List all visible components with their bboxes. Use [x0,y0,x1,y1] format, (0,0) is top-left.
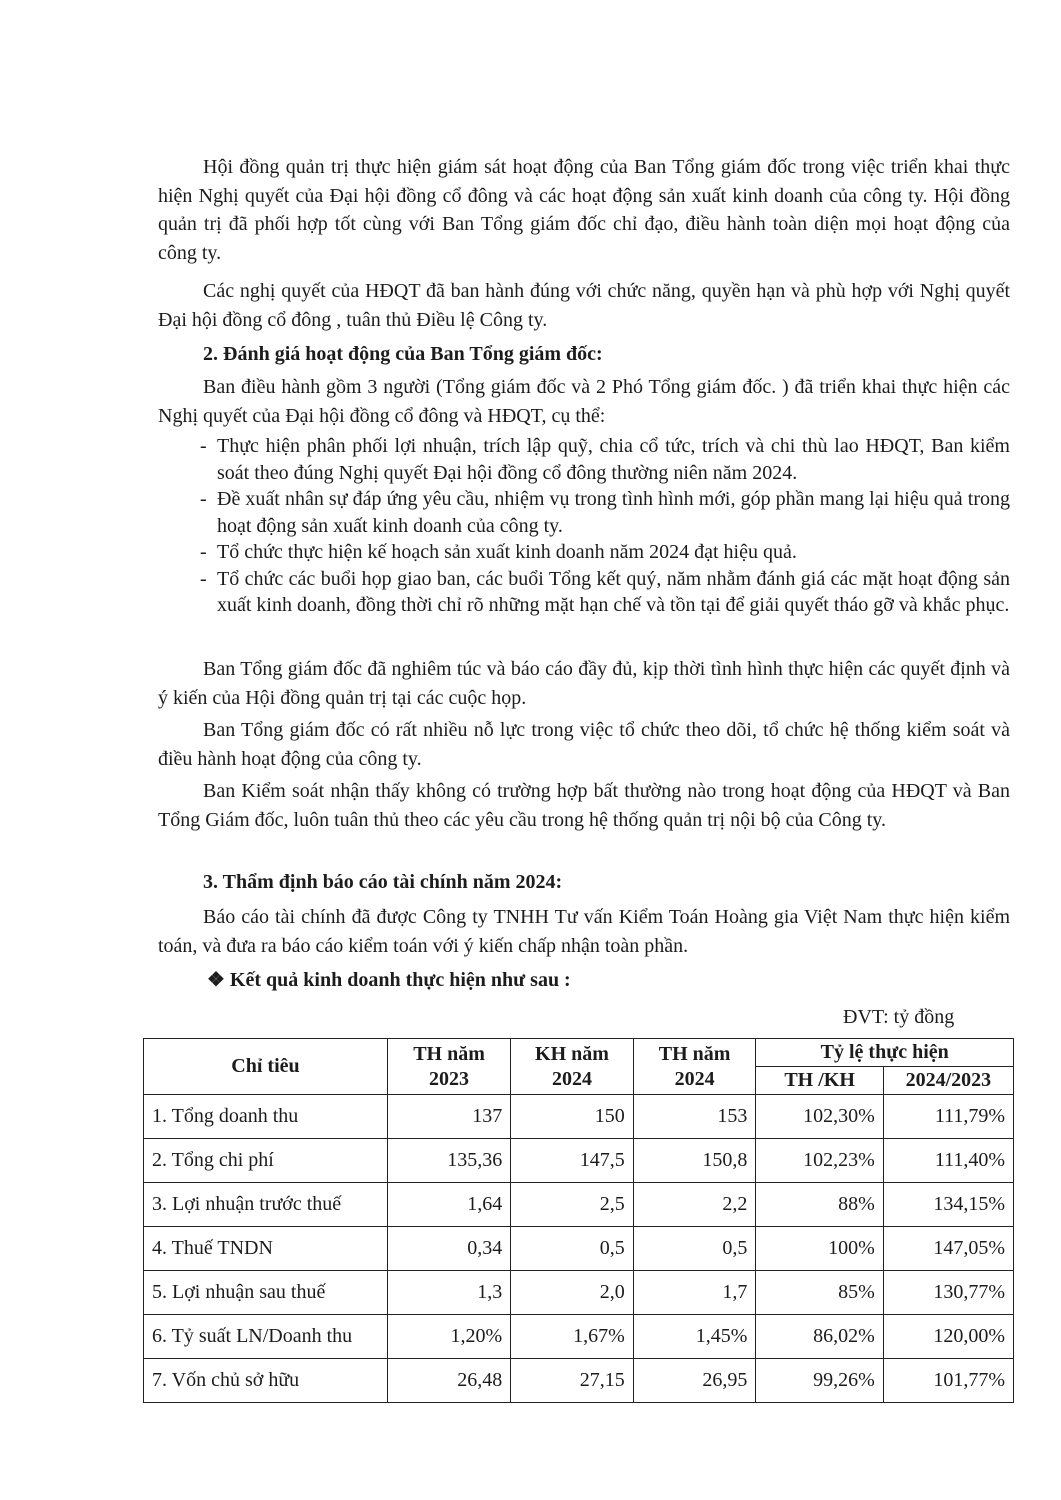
section-2-heading: 2. Đánh giá hoạt động của Ban Tổng giám đốc: [203,343,603,365]
executive-tasks-list [200,433,1010,619]
cell-yoy: 147,05% [883,1227,1013,1271]
cell-kh2024: 150 [511,1095,634,1139]
row-label: 3. Lợi nhuận trước thuế [144,1183,388,1227]
cell-kh2024: 2,0 [511,1271,634,1315]
table-row [144,1183,1014,1227]
cell-yoy: 111,40% [883,1139,1013,1183]
cell-yoy: 101,77% [883,1359,1013,1403]
paragraph-executive-board: Ban điều hành gồm 3 người (Tổng giám đốc và 2 Phó Tổng giám đốc. ) đã triển khai thực hiện các Nghị quyết của Đại hội đồng cổ đông và HĐQT, cụ thể: [158,376,1010,427]
table-row [144,1359,1014,1403]
cell-th2024: 150,8 [633,1139,756,1183]
header-th-kh: TH /KH [756,1067,883,1095]
cell-thkh: 100% [756,1227,883,1271]
results-heading: ❖ Kết quả kinh doanh thực hiện như sau : [207,969,571,991]
cell-th2023: 0,34 [387,1227,510,1271]
table-row [144,1227,1014,1271]
header-ty-le: Tỷ lệ thực hiện [756,1039,1014,1067]
list-item: - Tổ chức thực hiện kế hoạch sản xuất kinh doanh năm 2024 đạt hiệu quả. [200,541,797,563]
row-label: 5. Lợi nhuận sau thuế [144,1271,388,1315]
header-2024-2023: 2024/2023 [883,1067,1013,1095]
cell-kh2024: 147,5 [511,1139,634,1183]
paragraph-reporting: Ban Tổng giám đốc đã nghiêm túc và báo cáo đầy đủ, kịp thời tình hình thực hiện các quyết định và ý kiến của Hội đồng quản trị tại các cuộc họp. [158,658,1010,709]
row-label: 4. Thuế TNDN [144,1227,388,1271]
cell-th2023: 137 [387,1095,510,1139]
cell-yoy: 134,15% [883,1183,1013,1227]
row-label: 7. Vốn chủ sở hữu [144,1359,388,1403]
table-row [144,1271,1014,1315]
row-label: 6. Tỷ suất LN/Doanh thu [144,1315,388,1359]
header-chi-tieu: Chỉ tiêu [144,1039,388,1095]
paragraph-efforts: Ban Tổng giám đốc có rất nhiều nỗ lực trong việc tổ chức theo dõi, tổ chức hệ thống kiểm soát và điều hành hoạt động của công ty. [158,719,1010,770]
header-th-2023: TH năm 2023 [387,1039,510,1095]
section-3-heading: 3. Thẩm định báo cáo tài chính năm 2024: [203,871,563,893]
cell-th2024: 0,5 [633,1227,756,1271]
business-results-table [143,1038,1014,1403]
cell-th2024: 1,45% [633,1315,756,1359]
cell-thkh: 86,02% [756,1315,883,1359]
cell-th2023: 1,20% [387,1315,510,1359]
table-row [144,1095,1014,1139]
unit-label: ĐVT: tỷ đồng [843,1006,955,1028]
header-th-2024: TH năm 2024 [633,1039,756,1095]
cell-th2023: 26,48 [387,1359,510,1403]
paragraph-board-supervision: Hội đồng quản trị thực hiện giám sát hoạt động của Ban Tổng giám đốc trong việc triển khai thực hiện Nghị quyết của Đại hội đồng cổ đông và các hoạt động sản xuất kinh doanh của công ty. Hội đồng quản trị đã phối hợp tốt cùng với Ban Tổng giám đốc chỉ đạo, điều hành toàn diện mọi hoạt động của công ty. [158,156,1010,264]
cell-th2024: 153 [633,1095,756,1139]
list-item: - Tổ chức các buổi họp giao ban, các buổi Tổng kết quý, năm nhằm đánh giá các mặt hoạt động sản xuất kinh doanh, đồng thời chỉ rõ những mặt hạn chế và tồn tại để giải quyết tháo gỡ và khắc phục. [200,567,1010,616]
cell-th2024: 1,7 [633,1271,756,1315]
paragraph-board-resolutions: Các nghị quyết của HĐQT đã ban hành đúng với chức năng, quyền hạn và phù hợp với Nghị quyết Đại hội đồng cổ đông , tuân thủ Điều lệ Công ty. [158,280,1010,331]
cell-th2024: 26,95 [633,1359,756,1403]
cell-yoy: 130,77% [883,1271,1013,1315]
header-kh-2024: KH năm 2024 [511,1039,634,1095]
cell-kh2024: 0,5 [511,1227,634,1271]
cell-thkh: 85% [756,1271,883,1315]
cell-th2023: 1,3 [387,1271,510,1315]
cell-thkh: 102,23% [756,1139,883,1183]
row-label: 2. Tổng chi phí [144,1139,388,1183]
list-item: - Thực hiện phân phối lợi nhuận, trích lập quỹ, chia cổ tức, trích và chi thù lao HĐQT, Ban kiểm soát theo đúng Nghị quyết Đại hội đồng cổ đông thường niên năm 2024. [200,435,1010,484]
cell-thkh: 99,26% [756,1359,883,1403]
cell-th2024: 2,2 [633,1183,756,1227]
cell-thkh: 102,30% [756,1095,883,1139]
cell-yoy: 120,00% [883,1315,1013,1359]
paragraph-no-irregularities: Ban Kiểm soát nhận thấy không có trường hợp bất thường nào trong hoạt động của HĐQT và Ban Tổng Giám đốc, luôn tuân thủ theo các yêu cầu trong hệ thống quản trị nội bộ của Công ty. [158,780,1010,831]
cell-kh2024: 2,5 [511,1183,634,1227]
table-row [144,1315,1014,1359]
paragraph-audit: Báo cáo tài chính đã được Công ty TNHH Tư vấn Kiểm Toán Hoàng gia Việt Nam thực hiện kiểm toán, và đưa ra báo cáo kiểm toán với ý kiến chấp nhận toàn phần. [158,906,1010,957]
row-label: 1. Tổng doanh thu [144,1095,388,1139]
cell-kh2024: 1,67% [511,1315,634,1359]
table-row [144,1139,1014,1183]
cell-yoy: 111,79% [883,1095,1013,1139]
cell-th2023: 135,36 [387,1139,510,1183]
list-item: - Đề xuất nhân sự đáp ứng yêu cầu, nhiệm vụ trong tình hình mới, góp phần mang lại hiệu quả trong hoạt động sản xuất kinh doanh của công ty. [200,488,1010,537]
cell-thkh: 88% [756,1183,883,1227]
cell-th2023: 1,64 [387,1183,510,1227]
cell-kh2024: 27,15 [511,1359,634,1403]
